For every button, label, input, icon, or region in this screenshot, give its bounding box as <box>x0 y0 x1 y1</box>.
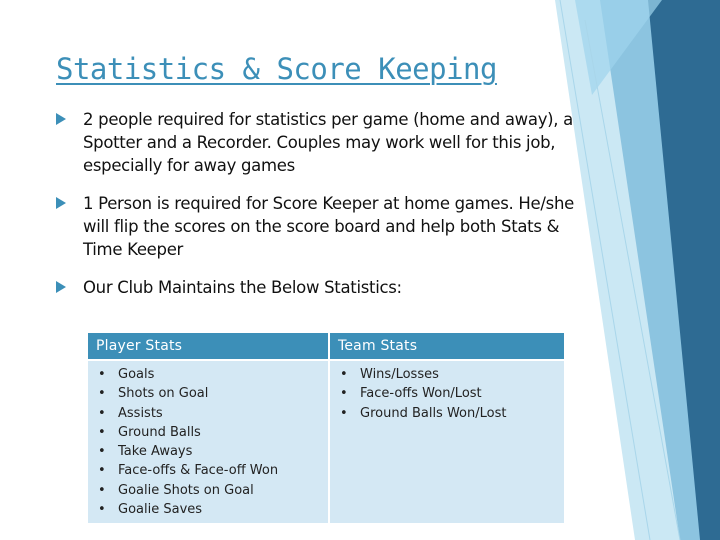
list-item: • Assists <box>98 404 320 423</box>
bullet-text: 1 Person is required for Score Keeper at home games. He/she will flip the scores on the score board and help both Stats & Time Keeper <box>83 194 574 259</box>
player-stats-cell <box>88 361 328 523</box>
list-item: • Ground Balls Won/Lost <box>340 404 556 423</box>
team-stats-cell <box>330 361 564 523</box>
bullet-item <box>56 276 596 299</box>
list-item: • Goalie Saves <box>98 500 320 519</box>
list-item: • Face-offs & Face-off Won <box>98 461 320 480</box>
list-item: • Take Aways <box>98 442 320 461</box>
player-stats-list <box>98 365 320 519</box>
bullet-text: Our Club Maintains the Below Statistics: <box>83 278 402 297</box>
statistics-table <box>86 331 566 525</box>
header-player-stats: Player Stats <box>88 333 328 359</box>
list-item: • Ground Balls <box>98 423 320 442</box>
list-item: • Wins/Losses <box>340 365 556 384</box>
list-item: • Face-offs Won/Lost <box>340 384 556 403</box>
triangle-bullet-icon <box>56 113 66 125</box>
header-team-stats: Team Stats <box>330 333 564 359</box>
bullet-text: 2 people required for statistics per game (home and away), a Spotter and a Recorder. Couples may work well for this job, especially for away games <box>83 110 573 175</box>
bullet-item <box>56 108 596 177</box>
triangle-bullet-icon <box>56 197 66 209</box>
team-stats-list <box>340 365 556 423</box>
triangle-bullet-icon <box>56 281 66 293</box>
table-header-row <box>88 333 564 359</box>
list-item: • Shots on Goal <box>98 384 320 403</box>
list-item: • Goalie Shots on Goal <box>98 481 320 500</box>
bullet-list <box>56 108 596 314</box>
bullet-item <box>56 192 596 261</box>
slide-title: Statistics & Score Keeping <box>56 52 497 86</box>
list-item: • Goals <box>98 365 320 384</box>
table-row <box>88 361 564 523</box>
